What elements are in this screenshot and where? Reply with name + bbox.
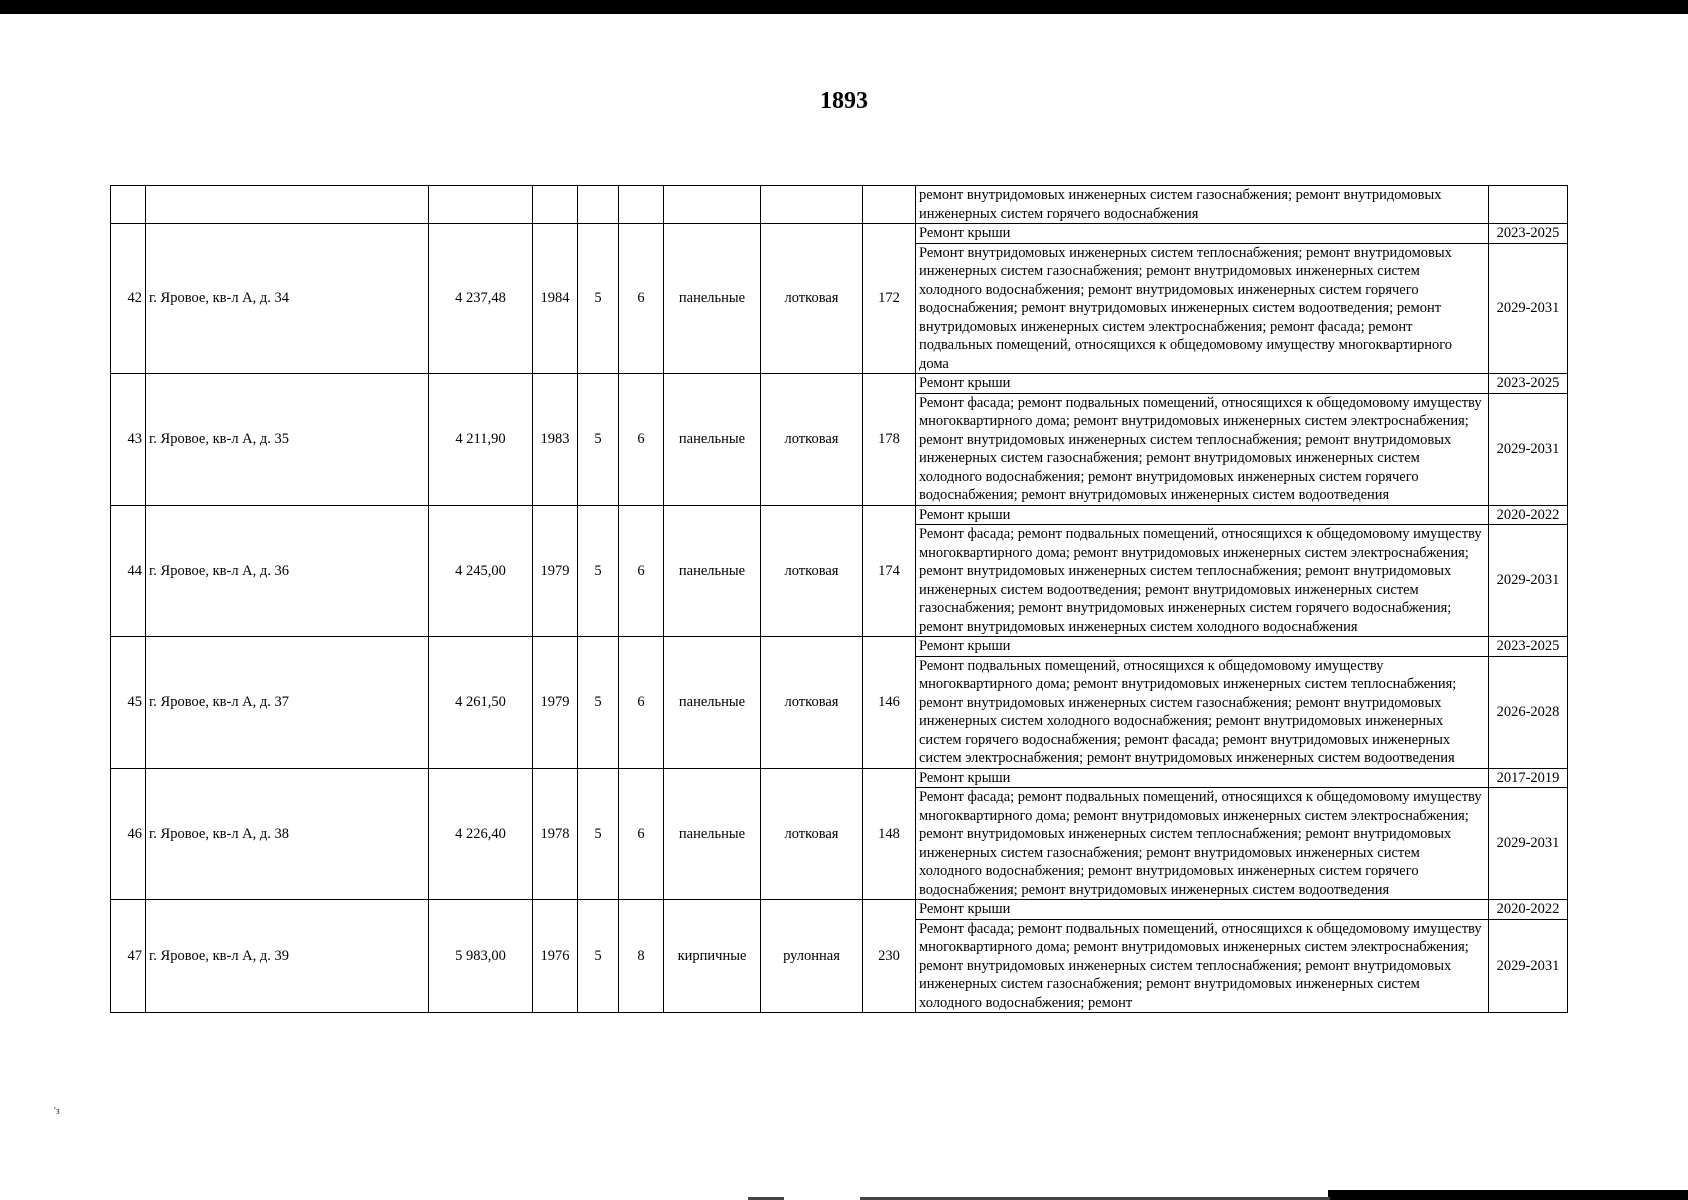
cell-residents: 178: [863, 374, 916, 506]
cell-works-period: 2029-2031: [1489, 525, 1568, 637]
scan-border-bottom: [1328, 1190, 1688, 1200]
cell-num: [111, 186, 146, 224]
cell-area: 4 237,48: [429, 224, 533, 374]
cell-roof-period: 2017-2019: [1489, 768, 1568, 788]
cell-address: г. Яровое, кв-л А, д. 37: [146, 637, 429, 769]
cell-address: [146, 186, 429, 224]
cell-works: ремонт внутридомовых инженерных систем газоснабжения; ремонт внутридомовых инженерных систем горячего водоснабжения: [916, 186, 1489, 224]
cell-works-period: 2026-2028: [1489, 656, 1568, 768]
cell-area: 4 226,40: [429, 768, 533, 900]
cell-roof: лотковая: [761, 637, 863, 769]
cell-floors: 5: [578, 768, 619, 900]
cell-walls: панельные: [664, 637, 761, 769]
table-row: [111, 374, 1568, 394]
cell-num: 46: [111, 768, 146, 900]
cell-floors: 5: [578, 374, 619, 506]
cell-residents: 172: [863, 224, 916, 374]
cell-roof-work: Ремонт крыши: [916, 224, 1489, 244]
cell-floors: [578, 186, 619, 224]
cell-walls: панельные: [664, 374, 761, 506]
cell-roof-work: Ремонт крыши: [916, 637, 1489, 657]
cell-entrances: 6: [619, 374, 664, 506]
cell-entrances: 6: [619, 224, 664, 374]
cell-year: 1983: [533, 374, 578, 506]
cell-works: Ремонт внутридомовых инженерных систем теплоснабжения; ремонт внутридомовых инженерных систем газоснабжения; ремонт внутридомовых инженерных систем холодного водоснабжения; ремонт внутридомовых инженерных систем горячего водоснабжения; ремонт внутридомовых инженерных систем водоотведения; ремонт внутридомовых инженерных систем электроснабжения; ремонт фасада; ремонт подвальных помещений, относящихся к общедомовому имуществу многоквартирного дома: [916, 243, 1489, 374]
cell-works: Ремонт фасада; ремонт подвальных помещений, относящихся к общедомовому имуществу многоквартирного дома; ремонт внутридомовых инженерных систем электроснабжения; ремонт внутридомовых инженерных систем теплоснабжения; ремонт внутридомовых инженерных систем газоснабжения; ремонт внутридомовых инженерных систем холодного водоснабжения; ремонт: [916, 919, 1489, 1013]
cell-works-period: 2029-2031: [1489, 788, 1568, 900]
cell-roof: лотковая: [761, 505, 863, 637]
cell-works-period: 2029-2031: [1489, 393, 1568, 505]
cell-residents: 230: [863, 900, 916, 1013]
cell-period: [1489, 186, 1568, 224]
cell-area: 5 983,00: [429, 900, 533, 1013]
cell-area: [429, 186, 533, 224]
table-row: [111, 505, 1568, 525]
cell-year: 1978: [533, 768, 578, 900]
cell-roof: рулонная: [761, 900, 863, 1013]
cell-year: 1984: [533, 224, 578, 374]
cell-roof-work: Ремонт крыши: [916, 900, 1489, 920]
cell-roof-period: 2020-2022: [1489, 505, 1568, 525]
cell-works: Ремонт фасада; ремонт подвальных помещений, относящихся к общедомовому имуществу многоквартирного дома; ремонт внутридомовых инженерных систем электроснабжения; ремонт внутридомовых инженерных систем теплоснабжения; ремонт внутридомовых инженерных систем газоснабжения; ремонт внутридомовых инженерных систем холодного водоснабжения; ремонт внутридомовых инженерных систем горячего водоснабжения; ремонт внутридомовых инженерных систем водоотведения: [916, 393, 1489, 505]
cell-year: 1979: [533, 637, 578, 769]
cell-walls: кирпичные: [664, 900, 761, 1013]
cell-roof-work: Ремонт крыши: [916, 374, 1489, 394]
cell-floors: 5: [578, 505, 619, 637]
cell-entrances: 8: [619, 900, 664, 1013]
cell-floors: 5: [578, 900, 619, 1013]
cell-roof-work: Ремонт крыши: [916, 505, 1489, 525]
cell-address: г. Яровое, кв-л А, д. 38: [146, 768, 429, 900]
cell-roof-period: 2020-2022: [1489, 900, 1568, 920]
cell-entrances: [619, 186, 664, 224]
cell-roof: лотковая: [761, 374, 863, 506]
scan-speck: 'ᴈ: [54, 1106, 60, 1117]
table-row: [111, 224, 1568, 244]
cell-walls: панельные: [664, 768, 761, 900]
cell-entrances: 6: [619, 637, 664, 769]
cell-area: 4 245,00: [429, 505, 533, 637]
cell-roof: лотковая: [761, 224, 863, 374]
cell-floors: 5: [578, 637, 619, 769]
cell-walls: панельные: [664, 224, 761, 374]
cell-roof-work: Ремонт крыши: [916, 768, 1489, 788]
cell-num: 45: [111, 637, 146, 769]
cell-area: 4 211,90: [429, 374, 533, 506]
cell-year: [533, 186, 578, 224]
scan-border-top: [0, 0, 1688, 14]
cell-residents: 146: [863, 637, 916, 769]
cell-roof-period: 2023-2025: [1489, 224, 1568, 244]
cell-roof-period: 2023-2025: [1489, 637, 1568, 657]
cell-address: г. Яровое, кв-л А, д. 36: [146, 505, 429, 637]
cell-works-period: 2029-2031: [1489, 919, 1568, 1013]
cell-residents: 174: [863, 505, 916, 637]
cell-year: 1979: [533, 505, 578, 637]
cell-works: Ремонт фасада; ремонт подвальных помещений, относящихся к общедомовому имуществу многоквартирного дома; ремонт внутридомовых инженерных систем электроснабжения; ремонт внутридомовых инженерных систем теплоснабжения; ремонт внутридомовых инженерных систем газоснабжения; ремонт внутридомовых инженерных систем холодного водоснабжения; ремонт внутридомовых инженерных систем горячего водоснабжения; ремонт внутридомовых инженерных систем водоотведения: [916, 788, 1489, 900]
cell-works: Ремонт подвальных помещений, относящихся к общедомовому имуществу многоквартирного дома; ремонт внутридомовых инженерных систем теплоснабжения; ремонт внутридомовых инженерных систем газоснабжения; ремонт внутридомовых инженерных систем холодного водоснабжения; ремонт внутридомовых инженерных систем горячего водоснабжения; ремонт фасада; ремонт внутридомовых инженерных систем электроснабжения; ремонт внутридомовых инженерных систем водоотведения: [916, 656, 1489, 768]
cell-entrances: 6: [619, 768, 664, 900]
cell-walls: панельные: [664, 505, 761, 637]
cell-year: 1976: [533, 900, 578, 1013]
cell-address: г. Яровое, кв-л А, д. 35: [146, 374, 429, 506]
cell-num: 42: [111, 224, 146, 374]
cell-num: 47: [111, 900, 146, 1013]
cell-address: г. Яровое, кв-л А, д. 39: [146, 900, 429, 1013]
cell-residents: 148: [863, 768, 916, 900]
continued-row: [111, 186, 1568, 224]
cell-num: 43: [111, 374, 146, 506]
cell-floors: 5: [578, 224, 619, 374]
table-row: [111, 768, 1568, 788]
cell-residents: [863, 186, 916, 224]
cell-works: Ремонт фасада; ремонт подвальных помещений, относящихся к общедомовому имуществу многоквартирного дома; ремонт внутридомовых инженерных систем электроснабжения; ремонт внутридомовых инженерных систем теплоснабжения; ремонт внутридомовых инженерных систем водоотведения; ремонт внутридомовых инженерных систем газоснабжения; ремонт внутридомовых инженерных систем горячего водоснабжения; ремонт внутридомовых инженерных систем холодного водоснабжения: [916, 525, 1489, 637]
cell-works-period: 2029-2031: [1489, 243, 1568, 374]
repair-program-table: [110, 185, 1568, 1013]
cell-address: г. Яровое, кв-л А, д. 34: [146, 224, 429, 374]
cell-roof: лотковая: [761, 768, 863, 900]
cell-roof-period: 2023-2025: [1489, 374, 1568, 394]
cell-roof-type: [761, 186, 863, 224]
cell-entrances: 6: [619, 505, 664, 637]
cell-walls: [664, 186, 761, 224]
page-number: 1893: [820, 88, 868, 114]
table-row: [111, 637, 1568, 657]
table-row: [111, 900, 1568, 920]
cell-num: 44: [111, 505, 146, 637]
cell-area: 4 261,50: [429, 637, 533, 769]
table-body: [111, 186, 1568, 1013]
